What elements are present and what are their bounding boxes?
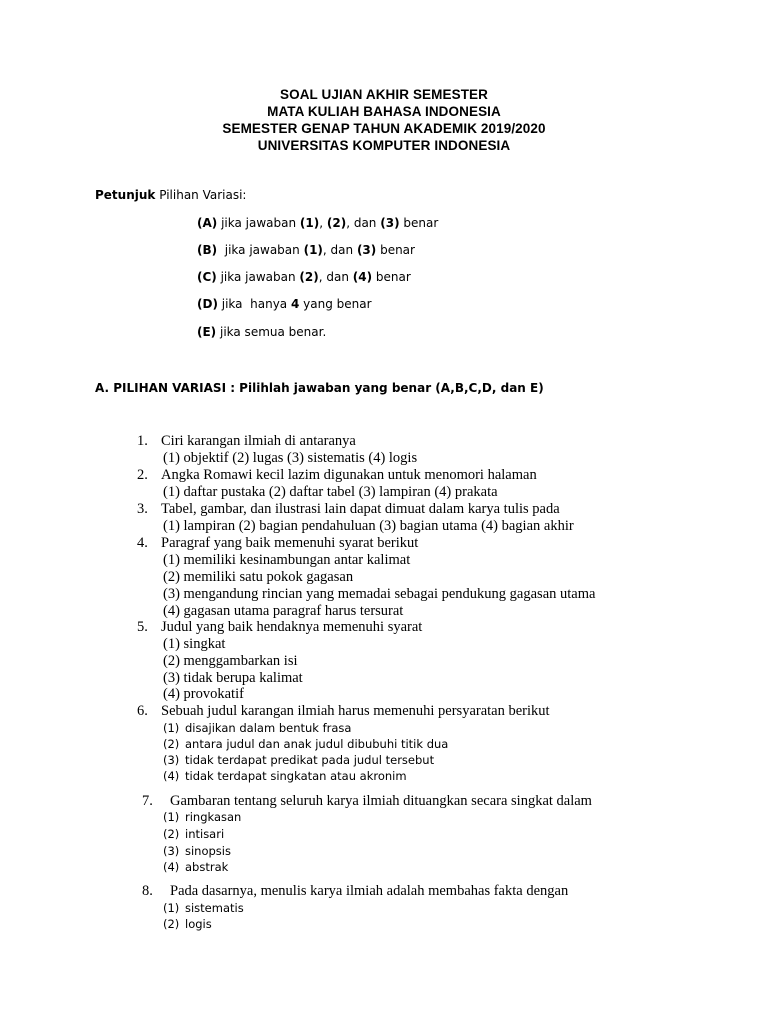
answer-line: (1) disajikan dalam bentuk frasa — [163, 721, 352, 735]
question-3 — [137, 501, 560, 518]
question-7 — [142, 793, 592, 810]
question-text: Gambaran tentang seluruh karya ilmiah dituangkan secara singkat dalam — [170, 793, 592, 809]
section-a-heading: A. PILIHAN VARIASI : Pilihlah jawaban yang benar (A,B,C,D, dan E) — [95, 381, 544, 395]
option-c: (C) jika jawaban (2), dan (4) benar — [197, 270, 411, 284]
answer-line: (2) intisari — [163, 827, 225, 841]
answer-line: (2) menggambarkan isi — [163, 653, 298, 669]
answer-line: (1) daftar pustaka (2) daftar tabel (3) lampiran (4) prakata — [163, 484, 498, 500]
instructions — [95, 188, 246, 202]
question-number: 7. — [142, 793, 153, 809]
answer-line: (4) abstrak — [163, 860, 229, 874]
question-number: 1. — [137, 433, 148, 449]
answer-line: (1) singkat — [163, 636, 226, 652]
answer-line: (4) tidak terdapat singkatan atau akronim — [163, 769, 407, 783]
answer-line: (3) tidak berupa kalimat — [163, 670, 303, 686]
option-a: (A) jika jawaban (1), (2), dan (3) benar — [197, 216, 439, 230]
answer-line: (4) provokatif — [163, 686, 244, 702]
question-text: Ciri karangan ilmiah di antaranya — [161, 433, 356, 449]
question-5 — [137, 619, 422, 636]
question-number: 5. — [137, 619, 148, 635]
question-4 — [137, 535, 418, 552]
question-number: 3. — [137, 501, 148, 517]
answer-line: (2) memiliki satu pokok gagasan — [163, 569, 354, 585]
question-text: Tabel, gambar, dan ilustrasi lain dapat dimuat dalam karya tulis pada — [161, 501, 560, 517]
exam-header — [0, 86, 768, 154]
answer-line: (1) objektif (2) lugas (3) sistematis (4) logis — [163, 450, 418, 466]
question-number: 4. — [137, 535, 148, 551]
answer-line: (1) lampiran (2) bagian pendahuluan (3) bagian utama (4) bagian akhir — [163, 518, 574, 534]
question-text: Judul yang baik hendaknya memenuhi syarat — [161, 619, 423, 635]
instructions-text: Pilihan Variasi: — [159, 188, 247, 202]
option-b: (B) jika jawaban (1), dan (3) benar — [197, 243, 415, 257]
option-e: (E) jika semua benar. — [197, 325, 327, 339]
header-course: MATA KULIAH BAHASA INDONESIA — [267, 104, 501, 119]
question-6 — [137, 703, 550, 720]
answer-line: (1) sistematis — [163, 901, 244, 915]
answer-line: (1) memiliki kesinambungan antar kalimat — [163, 552, 411, 568]
question-text: Pada dasarnya, menulis karya ilmiah adalah membahas fakta dengan — [170, 883, 569, 899]
option-d: (D) jika hanya 4 yang benar — [197, 297, 372, 311]
question-number: 6. — [137, 703, 148, 719]
header-semester: SEMESTER GENAP TAHUN AKADEMIK 2019/2020 — [222, 121, 546, 136]
answer-line: (4) gagasan utama paragraf harus tersurat — [163, 603, 404, 619]
question-number: 2. — [137, 467, 148, 483]
question-text: Sebuah judul karangan ilmiah harus memenuhi persyaratan berikut — [161, 703, 550, 719]
answer-line: (2) antara judul dan anak judul dibubuhi titik dua — [163, 737, 449, 751]
question-text: Paragraf yang baik memenuhi syarat berikut — [161, 535, 419, 551]
answer-line: (2) logis — [163, 917, 212, 931]
question-2 — [137, 467, 537, 484]
answer-line: (3) sinopsis — [163, 844, 231, 858]
answer-line: (3) tidak terdapat predikat pada judul tersebut — [163, 753, 435, 767]
header-title: SOAL UJIAN AKHIR SEMESTER — [279, 87, 489, 102]
answer-line: (3) mengandung rincian yang memadai sebagai pendukung gagasan utama — [163, 586, 596, 602]
header-university: UNIVERSITAS KOMPUTER INDONESIA — [257, 138, 511, 153]
question-number: 8. — [142, 883, 153, 899]
question-text: Angka Romawi kecil lazim digunakan untuk menomori halaman — [161, 467, 537, 483]
question-8 — [142, 883, 568, 900]
answer-line: (1) ringkasan — [163, 810, 242, 824]
question-1 — [137, 433, 356, 450]
instructions-label: Petunjuk — [95, 188, 156, 202]
